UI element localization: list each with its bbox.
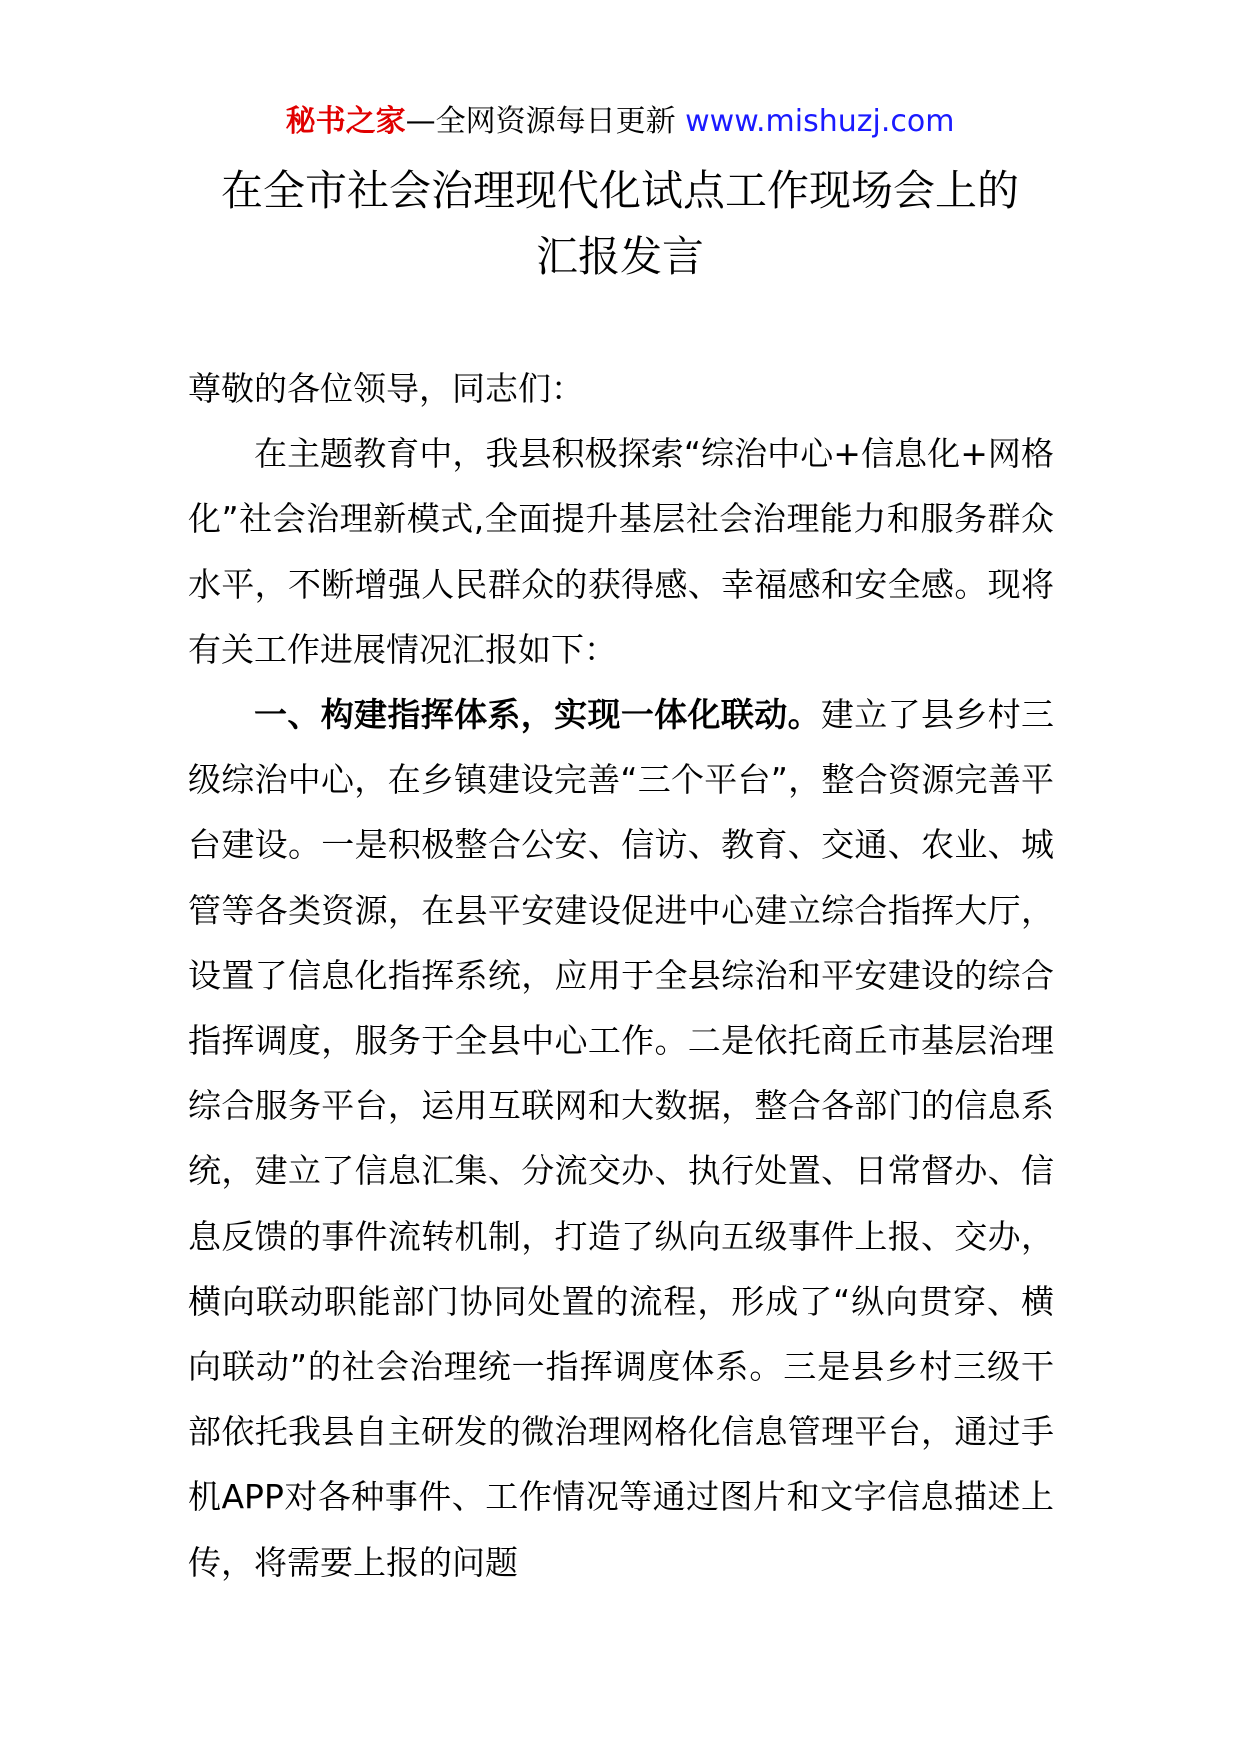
site-header (0, 100, 1240, 144)
paragraph-intro: 在主题教育中，我县积极探索“综治中心+信息化+网格化”社会治理新模式,全面提升基层社会治理能力和服务群众水平，不断增强人民群众的获得感、幸福感和安全感。现将有关工作进展情况汇报如下： (188, 434, 1054, 669)
site-slogan: —全网资源每日更新 (405, 104, 676, 139)
document-title (0, 158, 1240, 290)
document-body (188, 356, 1054, 1595)
site-url-link[interactable]: www.mishuzj.com (685, 104, 955, 139)
title-line-1: 在全市社会治理现代化试点工作现场会上的 (220, 166, 1019, 215)
site-brand: 秘书之家 (285, 104, 406, 139)
section-1-text: 建立了县乡村三级综治中心，在乡镇建设完善“三个平台”，整合资源完善平台建设。一是积极整合公安、信访、教育、交通、农业、城管等各类资源，在县平安建设促进中心建立综合指挥大厅，设置了信息化指挥系统，应用于全县综治和平安建设的综合指挥调度，服务于全县中心工作。二是依托商丘市基层治理综合服务平台，运用互联网和大数据，整合各部门的信息系统，建立了信息汇集、分流交办、执行处置、日常督办、信息反馈的事件流转机制，打造了纵向五级事件上报、交办，横向联动职能部门协同处置的流程，形成了“纵向贯穿、横向联动”的社会治理统一指挥调度体系。三是县乡村三级干部依托我县自主研发的微治理网格化信息管理平台，通过手机APP对各种事件、工作情况等通过图片和文字信息描述上传，将需要上报的问题 (188, 695, 1055, 1582)
salutation: 尊敬的各位领导，同志们： (188, 369, 584, 408)
paragraph-section-1 (188, 682, 1054, 1595)
title-line-2: 汇报发言 (535, 232, 704, 281)
section-1-heading: 一、构建指挥体系，实现一体化联动。 (254, 695, 821, 735)
